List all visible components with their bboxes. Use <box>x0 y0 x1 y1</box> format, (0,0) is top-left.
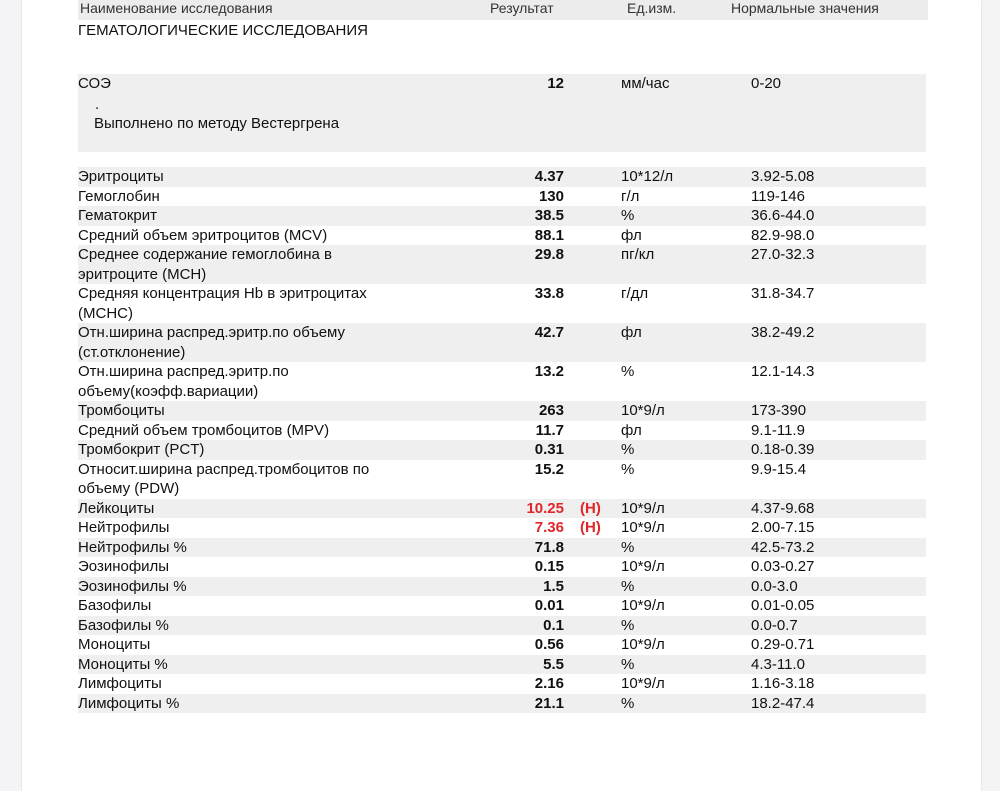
header-norm: Нормальные значения <box>731 0 879 16</box>
row-result: 71.8 <box>534 538 564 556</box>
soe-unit: мм/час <box>621 75 670 92</box>
row-unit: 10*12/л <box>621 168 674 185</box>
row-name-continued: эритроците (MCH) <box>78 265 207 283</box>
row-result: 38.5 <box>534 207 564 224</box>
row-unit: 10*9/л <box>621 636 665 653</box>
row-result: 15.2 <box>534 460 564 478</box>
row-unit: фл <box>621 324 642 341</box>
row-result: 21.1 <box>534 694 564 712</box>
row-norm: 0.03-0.27 <box>751 558 815 575</box>
row-norm: 0.29-0.71 <box>751 636 815 653</box>
soe-name: СОЭ <box>78 75 111 92</box>
soe-note: Выполнено по методу Вестергрена <box>94 115 340 132</box>
row-unit: % <box>621 616 635 634</box>
row-norm: 42.5-73.2 <box>751 538 815 556</box>
row-result: 0.31 <box>534 441 564 458</box>
row-result: 0.15 <box>534 558 564 575</box>
row-unit: % <box>621 538 635 556</box>
row-name: Базофилы <box>78 597 152 614</box>
soe-result: 12 <box>547 75 564 92</box>
header-name: Наименование исследования <box>80 0 273 16</box>
row-norm: 4.37-9.68 <box>751 499 815 517</box>
row-name: Эритроциты <box>78 168 164 185</box>
row-norm: 27.0-32.3 <box>751 246 815 263</box>
header-unit: Ед.изм. <box>627 0 677 16</box>
row-name: Тромбокрит (PCT) <box>78 441 205 458</box>
row-name: Средний объем эритроцитов (MCV) <box>78 226 328 244</box>
row-name: Отн.ширина распред.эритр.по объему <box>78 324 346 341</box>
row-result: 88.1 <box>534 226 564 244</box>
row-unit: 10*9/л <box>621 499 665 517</box>
row-result: 11.7 <box>535 421 564 439</box>
row-name: Базофилы % <box>78 616 169 634</box>
row-name-continued: (ст.отклонение) <box>78 343 186 361</box>
row-name: Относит.ширина распред.тромбоцитов по <box>78 460 370 478</box>
row-norm: 12.1-14.3 <box>751 363 815 380</box>
row-result: 130 <box>538 187 564 205</box>
row-norm: 0.01-0.05 <box>751 597 815 614</box>
row-name: Нейтрофилы % <box>78 538 187 556</box>
row-name: Гематокрит <box>78 207 157 224</box>
row-unit: 10*9/л <box>621 558 665 575</box>
row-name: Эозинофилы % <box>78 577 187 595</box>
row-unit: % <box>621 363 635 380</box>
header-result: Результат <box>490 0 554 16</box>
row-norm: 9.9-15.4 <box>751 460 807 478</box>
row-unit: фл <box>621 421 642 439</box>
row-result: 33.8 <box>534 285 564 302</box>
row-name: Средний объем тромбоцитов (MPV) <box>78 421 330 439</box>
row-unit: г/дл <box>621 285 649 302</box>
row-name: Лимфоциты % <box>78 694 180 712</box>
row-result: 0.56 <box>534 636 564 653</box>
row-unit: фл <box>621 226 642 244</box>
row-norm: 4.3-11.0 <box>751 655 805 673</box>
row-name: Лейкоциты <box>78 499 155 517</box>
soe-note-dot: . <box>95 96 100 113</box>
row-norm: 82.9-98.0 <box>751 226 815 244</box>
row-flag-high: (H) <box>580 519 601 536</box>
row-flag-high: (H) <box>580 499 601 517</box>
row-name: Эозинофилы <box>78 558 170 575</box>
table-header <box>78 0 928 20</box>
row-result: 5.5 <box>543 655 564 673</box>
row-result: 1.5 <box>543 577 564 595</box>
row-result: 10.25 <box>526 499 564 517</box>
row-name-continued: объему (PDW) <box>78 480 180 497</box>
row-name-continued: (MCHC) <box>78 304 133 322</box>
soe-norm: 0-20 <box>751 75 782 92</box>
row-name: Моноциты <box>78 636 151 653</box>
row-norm: 0.0-0.7 <box>751 616 798 634</box>
row-name: Средняя концентрация Hb в эритроцитах <box>78 285 367 302</box>
row-unit: 10*9/л <box>621 519 665 536</box>
row-result: 263 <box>538 402 564 419</box>
row-result: 2.16 <box>534 675 564 692</box>
row-result: 42.7 <box>534 324 564 341</box>
row-norm: 9.1-11.9 <box>751 421 805 439</box>
row-norm: 2.00-7.15 <box>751 519 815 536</box>
row-unit: г/л <box>621 187 640 205</box>
row-name: Нейтрофилы <box>78 519 170 536</box>
row-unit: 10*9/л <box>621 675 665 692</box>
row-unit: % <box>621 577 635 595</box>
row-unit: пг/кл <box>621 246 655 263</box>
row-name-continued: объему(коэфф.вариации) <box>78 382 259 400</box>
row-norm: 0.18-0.39 <box>751 441 815 458</box>
row-unit: 10*9/л <box>621 402 665 419</box>
row-result: 7.36 <box>534 519 564 536</box>
row-norm: 119-146 <box>751 187 805 205</box>
row-name: Лимфоциты <box>78 675 162 692</box>
row-result: 29.8 <box>534 246 564 263</box>
row-unit: % <box>621 460 635 478</box>
row-unit: % <box>621 207 635 224</box>
row-unit: % <box>621 441 635 458</box>
row-norm: 18.2-47.4 <box>751 694 815 712</box>
section-title: ГЕМАТОЛОГИЧЕСКИЕ ИССЛЕДОВАНИЯ <box>78 22 368 39</box>
row-result: 0.01 <box>534 597 564 614</box>
row-norm: 1.16-3.18 <box>751 675 815 692</box>
row-name: Гемоглобин <box>78 187 160 205</box>
row-result: 13.2 <box>534 363 564 380</box>
row-norm: 173-390 <box>751 402 807 419</box>
row-unit: % <box>621 655 635 673</box>
row-result: 4.37 <box>534 168 564 185</box>
row-norm: 36.6-44.0 <box>751 207 815 224</box>
row-norm: 0.0-3.0 <box>751 577 798 595</box>
row-name: Моноциты % <box>78 655 168 673</box>
row-unit: 10*9/л <box>621 597 665 614</box>
row-norm: 3.92-5.08 <box>751 168 815 185</box>
row-unit: % <box>621 694 635 712</box>
row-name: Тромбоциты <box>78 402 165 419</box>
row-name: Отн.ширина распред.эритр.по <box>78 363 289 380</box>
row-norm: 38.2-49.2 <box>751 324 815 341</box>
row-norm: 31.8-34.7 <box>751 285 815 302</box>
row-name: Среднее содержание гемоглобина в <box>78 246 333 263</box>
row-result: 0.1 <box>543 616 564 634</box>
